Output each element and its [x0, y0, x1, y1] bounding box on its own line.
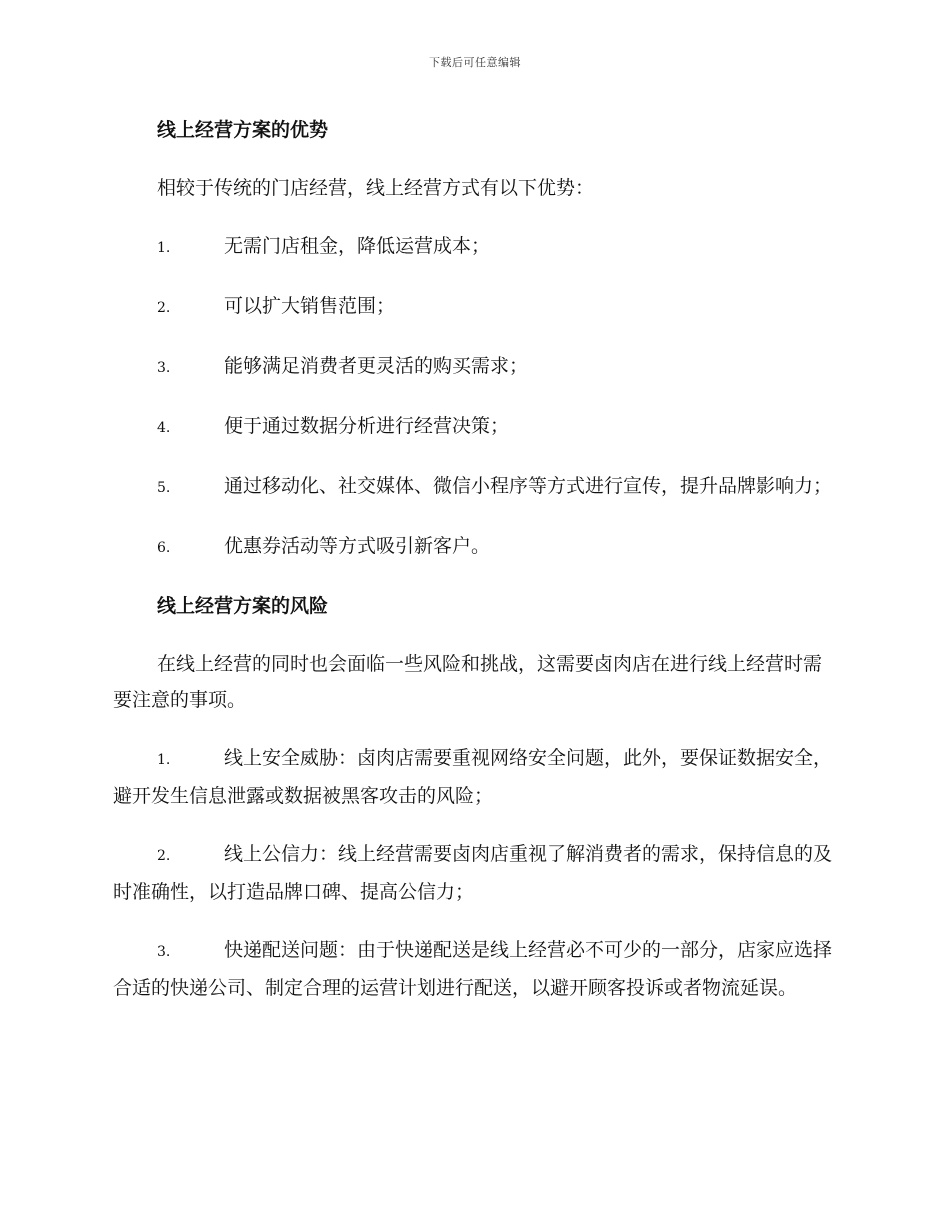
list-item-number: 2. [157, 300, 171, 316]
list-item [113, 348, 835, 386]
list-item-number: 1. [157, 240, 171, 256]
list-item [113, 932, 835, 1006]
list-item [113, 528, 835, 566]
list-item-text: 可以扩大销售范围； [224, 295, 396, 317]
section-heading-advantages: 线上经营方案的优势 [157, 119, 329, 141]
list-item-number: 6. [157, 540, 171, 556]
section-heading-risks: 线上经营方案的风险 [157, 595, 329, 617]
list-item [113, 288, 835, 326]
list-item-text: 快递配送问题：由于快递配送是线上经营必不可少的一部分，店家应选择合适的快递公司、制定合理的运营计划进行配送，以避开顾客投诉或者物流延误。 [113, 939, 833, 999]
header-note: 下载后可任意编辑 [429, 56, 521, 69]
list-item-text: 线上安全威胁：卤肉店需要重视网络安全问题，此外，要保证数据安全，避开发生信息泄露或数据被黑客攻击的风险； [113, 747, 833, 807]
list-item [113, 740, 835, 814]
list-item [113, 836, 835, 910]
list-item-text: 线上公信力：线上经营需要卤肉店重视了解消费者的需求，保持信息的及时准确性，以打造品牌口碑、提高公信力； [113, 843, 833, 903]
list-item-number: 4. [157, 420, 171, 436]
list-item [113, 468, 835, 506]
list-item-number: 3. [157, 360, 171, 376]
intro-paragraph-risks: 在线上经营的同时也会面临一些风险和挑战，这需要卤肉店在进行线上经营时需要注意的事项。 [113, 653, 823, 711]
list-item-text: 通过移动化、社交媒体、微信小程序等方式进行宣传，提升品牌影响力； [224, 475, 833, 497]
document-body [113, 112, 835, 1028]
intro-paragraph-advantages: 相较于传统的门店经营，线上经营方式有以下优势： [157, 177, 595, 199]
list-item-number: 3. [157, 944, 171, 960]
list-item-text: 能够满足消费者更灵活的购买需求； [224, 355, 529, 377]
list-item-text: 便于通过数据分析进行经营决策； [224, 415, 510, 437]
list-item-text: 无需门店租金，降低运营成本； [224, 235, 491, 257]
list-item-number: 5. [157, 480, 171, 496]
list-item-number: 1. [157, 752, 171, 768]
list-item-text: 优惠券活动等方式吸引新客户。 [224, 535, 491, 557]
list-item [113, 228, 835, 266]
list-item [113, 408, 835, 446]
list-item-number: 2. [157, 848, 171, 864]
